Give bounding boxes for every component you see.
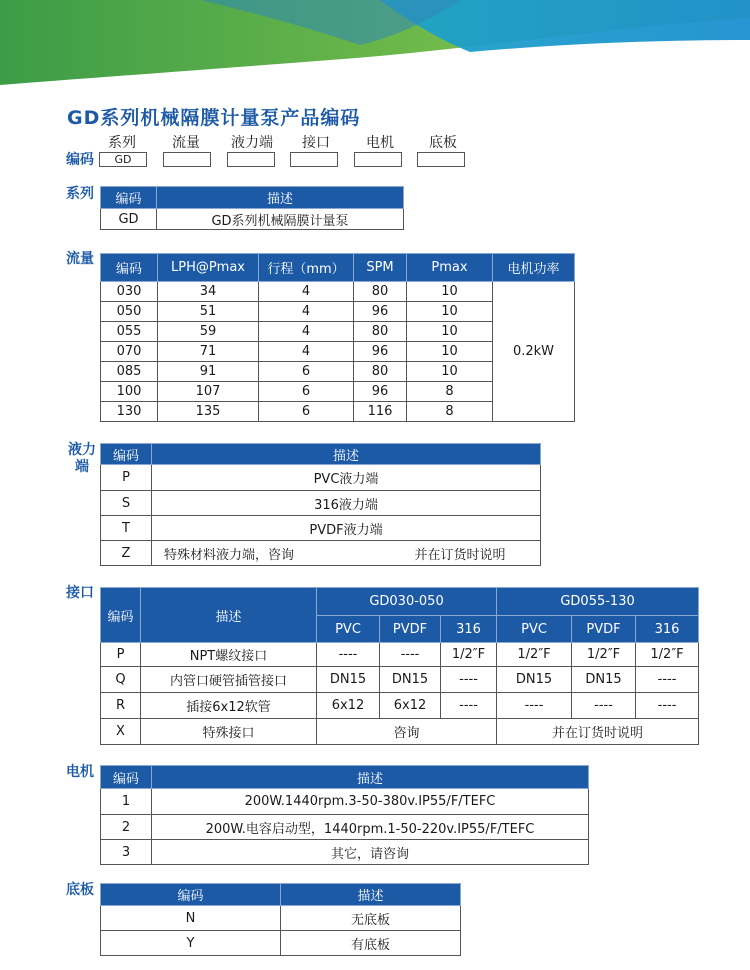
section-label-connection: 接口	[66, 585, 94, 601]
cell-value: DN15	[572, 667, 636, 693]
table-row	[101, 931, 461, 956]
table-row	[101, 516, 541, 541]
cell-value: ----	[636, 693, 699, 719]
cell-stroke: 4	[259, 322, 354, 342]
header-desc: 描述	[152, 444, 541, 465]
cell-lph: 34	[158, 282, 259, 302]
cell-value: 6x12	[380, 693, 441, 719]
header-desc: 描述	[281, 884, 461, 906]
table-row	[101, 719, 699, 745]
motor-table	[100, 765, 589, 865]
code-header-connection: 接口	[302, 135, 330, 151]
cell-value: 1/2″F	[572, 643, 636, 667]
cell-spm: 80	[354, 282, 407, 302]
cell-lph: 51	[158, 302, 259, 322]
cell-value: ----	[497, 693, 572, 719]
header-stroke: 行程（mm）	[259, 254, 354, 282]
cell-code: N	[101, 906, 281, 931]
cell-pmax: 10	[407, 282, 493, 302]
cell-lph: 59	[158, 322, 259, 342]
flow-table	[100, 253, 575, 422]
table-row	[101, 465, 541, 491]
cell-value: 1/2″F	[497, 643, 572, 667]
cell-code: P	[101, 643, 141, 667]
cell-pmax: 10	[407, 302, 493, 322]
section-label-series: 系列	[66, 186, 94, 202]
series-table	[100, 186, 404, 230]
cell-value: 1/2″F	[636, 643, 699, 667]
cell-spm: 116	[354, 402, 407, 422]
cell-desc: PVDF液力端	[152, 516, 541, 541]
header-material: PVC	[497, 616, 572, 643]
page-title: GD系列机械隔膜计量泵产品编码	[67, 107, 361, 129]
code-box-flow	[163, 152, 211, 167]
cell-spm: 80	[354, 362, 407, 382]
cell-code: S	[101, 491, 152, 516]
cell-desc: 其它，请咨询	[152, 840, 589, 865]
cell-value: ----	[441, 693, 497, 719]
code-box-base	[417, 152, 465, 167]
special-desc: 特殊材料液力端，咨询	[164, 547, 295, 563]
cell-value: ----	[636, 667, 699, 693]
cell-code: 100	[101, 382, 158, 402]
cell-stroke: 4	[259, 342, 354, 362]
code-header-base: 底板	[429, 135, 457, 151]
cell-note: 并在订货时说明	[497, 719, 699, 745]
section-label-motor: 电机	[66, 764, 94, 780]
table-row	[101, 693, 699, 719]
header-pmax: Pmax	[407, 254, 493, 282]
cell-code: X	[101, 719, 141, 745]
cell-desc: GD系列机械隔膜计量泵	[157, 209, 404, 230]
section-label-liquid-end: 液力端	[68, 442, 96, 475]
cell-code: GD	[101, 209, 157, 230]
cell-desc: 200W.1440rpm.3-50-380v.IP55/F/TEFC	[152, 789, 589, 815]
cell-lph: 107	[158, 382, 259, 402]
cell-pmax: 8	[407, 382, 493, 402]
cell-spm: 96	[354, 302, 407, 322]
cell-code: 1	[101, 789, 152, 815]
code-box-series: GD	[99, 152, 147, 167]
cell-code: 050	[101, 302, 158, 322]
header-material: 316	[636, 616, 699, 643]
cell-code: 055	[101, 322, 158, 342]
header-power: 电机功率	[493, 254, 575, 282]
cell-stroke: 6	[259, 382, 354, 402]
cell-desc: 特殊接口	[141, 719, 317, 745]
header-code: 编码	[101, 884, 281, 906]
cell-code: 130	[101, 402, 158, 422]
cell-desc: 内管口硬管插管接口	[141, 667, 317, 693]
cell-value: DN15	[497, 667, 572, 693]
code-box-motor	[354, 152, 402, 167]
cell-code: Y	[101, 931, 281, 956]
cell-desc: 插接6x12软管	[141, 693, 317, 719]
cell-lph: 135	[158, 402, 259, 422]
header-code: 编码	[101, 254, 158, 282]
header-code: 编码	[101, 187, 157, 209]
liquid-end-table	[100, 443, 541, 566]
header-material: PVDF	[572, 616, 636, 643]
code-header-liquid-end: 液力端	[231, 135, 273, 151]
cell-stroke: 4	[259, 282, 354, 302]
table-row	[101, 282, 575, 302]
base-table	[100, 883, 461, 956]
header-lph: LPH@Pmax	[158, 254, 259, 282]
cell-pmax: 8	[407, 402, 493, 422]
table-row	[101, 667, 699, 693]
cell-value: ----	[572, 693, 636, 719]
cell-value: ----	[380, 643, 441, 667]
header-material: PVC	[317, 616, 380, 643]
cell-stroke: 6	[259, 402, 354, 422]
cell-value: DN15	[380, 667, 441, 693]
cell-spm: 96	[354, 342, 407, 362]
header-spm: SPM	[354, 254, 407, 282]
table-row	[101, 815, 589, 840]
cell-spm: 96	[354, 382, 407, 402]
table-row	[101, 906, 461, 931]
cell-code: R	[101, 693, 141, 719]
header-code: 编码	[101, 588, 141, 643]
header-group-gd055-130: GD055-130	[497, 588, 699, 616]
cell-value: 6x12	[317, 693, 380, 719]
header-banner	[0, 0, 750, 95]
cell-stroke: 6	[259, 362, 354, 382]
cell-desc: PVC液力端	[152, 465, 541, 491]
cell-lph: 91	[158, 362, 259, 382]
table-row	[101, 789, 589, 815]
cell-desc: 200W.电容启动型，1440rpm.1-50-220v.IP55/F/TEFC	[152, 815, 589, 840]
cell-value: ----	[317, 643, 380, 667]
cell-code: 030	[101, 282, 158, 302]
section-label-flow: 流量	[66, 251, 94, 267]
header-material: 316	[441, 616, 497, 643]
cell-desc: 无底板	[281, 906, 461, 931]
header-desc: 描述	[141, 588, 317, 643]
cell-stroke: 4	[259, 302, 354, 322]
cell-power: 0.2kW	[493, 282, 575, 422]
code-row-label: 编码	[66, 152, 94, 168]
cell-lph: 71	[158, 342, 259, 362]
header-group-gd030-050: GD030-050	[317, 588, 497, 616]
cell-value: ----	[441, 667, 497, 693]
cell-code: Q	[101, 667, 141, 693]
header-material: PVDF	[380, 616, 441, 643]
table-row	[101, 209, 404, 230]
cell-code: 3	[101, 840, 152, 865]
table-row	[101, 541, 541, 566]
code-box-liquid-end	[227, 152, 275, 167]
cell-value: DN15	[317, 667, 380, 693]
cell-pmax: 10	[407, 342, 493, 362]
cell-desc	[152, 541, 541, 566]
cell-desc: NPT螺纹接口	[141, 643, 317, 667]
header-code: 编码	[101, 444, 152, 465]
code-header-flow: 流量	[172, 135, 200, 151]
code-header-motor: 电机	[366, 135, 394, 151]
cell-pmax: 10	[407, 362, 493, 382]
section-label-base: 底板	[66, 882, 94, 898]
cell-spm: 80	[354, 322, 407, 342]
cell-code: 2	[101, 815, 152, 840]
cell-pmax: 10	[407, 322, 493, 342]
cell-code: T	[101, 516, 152, 541]
cell-consult: 咨询	[317, 719, 497, 745]
cell-code: 085	[101, 362, 158, 382]
cell-code: P	[101, 465, 152, 491]
code-box-connection	[290, 152, 338, 167]
header-desc: 描述	[152, 766, 589, 789]
special-note: 并在订货时说明	[414, 547, 506, 563]
cell-desc: 316液力端	[152, 491, 541, 516]
cell-desc: 有底板	[281, 931, 461, 956]
header-desc: 描述	[157, 187, 404, 209]
table-row	[101, 643, 699, 667]
code-header-series: 系列	[108, 135, 136, 151]
cell-code: 070	[101, 342, 158, 362]
header-code: 编码	[101, 766, 152, 789]
table-row	[101, 840, 589, 865]
cell-code: Z	[101, 541, 152, 566]
connection-table	[100, 587, 699, 745]
table-row	[101, 491, 541, 516]
cell-value: 1/2″F	[441, 643, 497, 667]
